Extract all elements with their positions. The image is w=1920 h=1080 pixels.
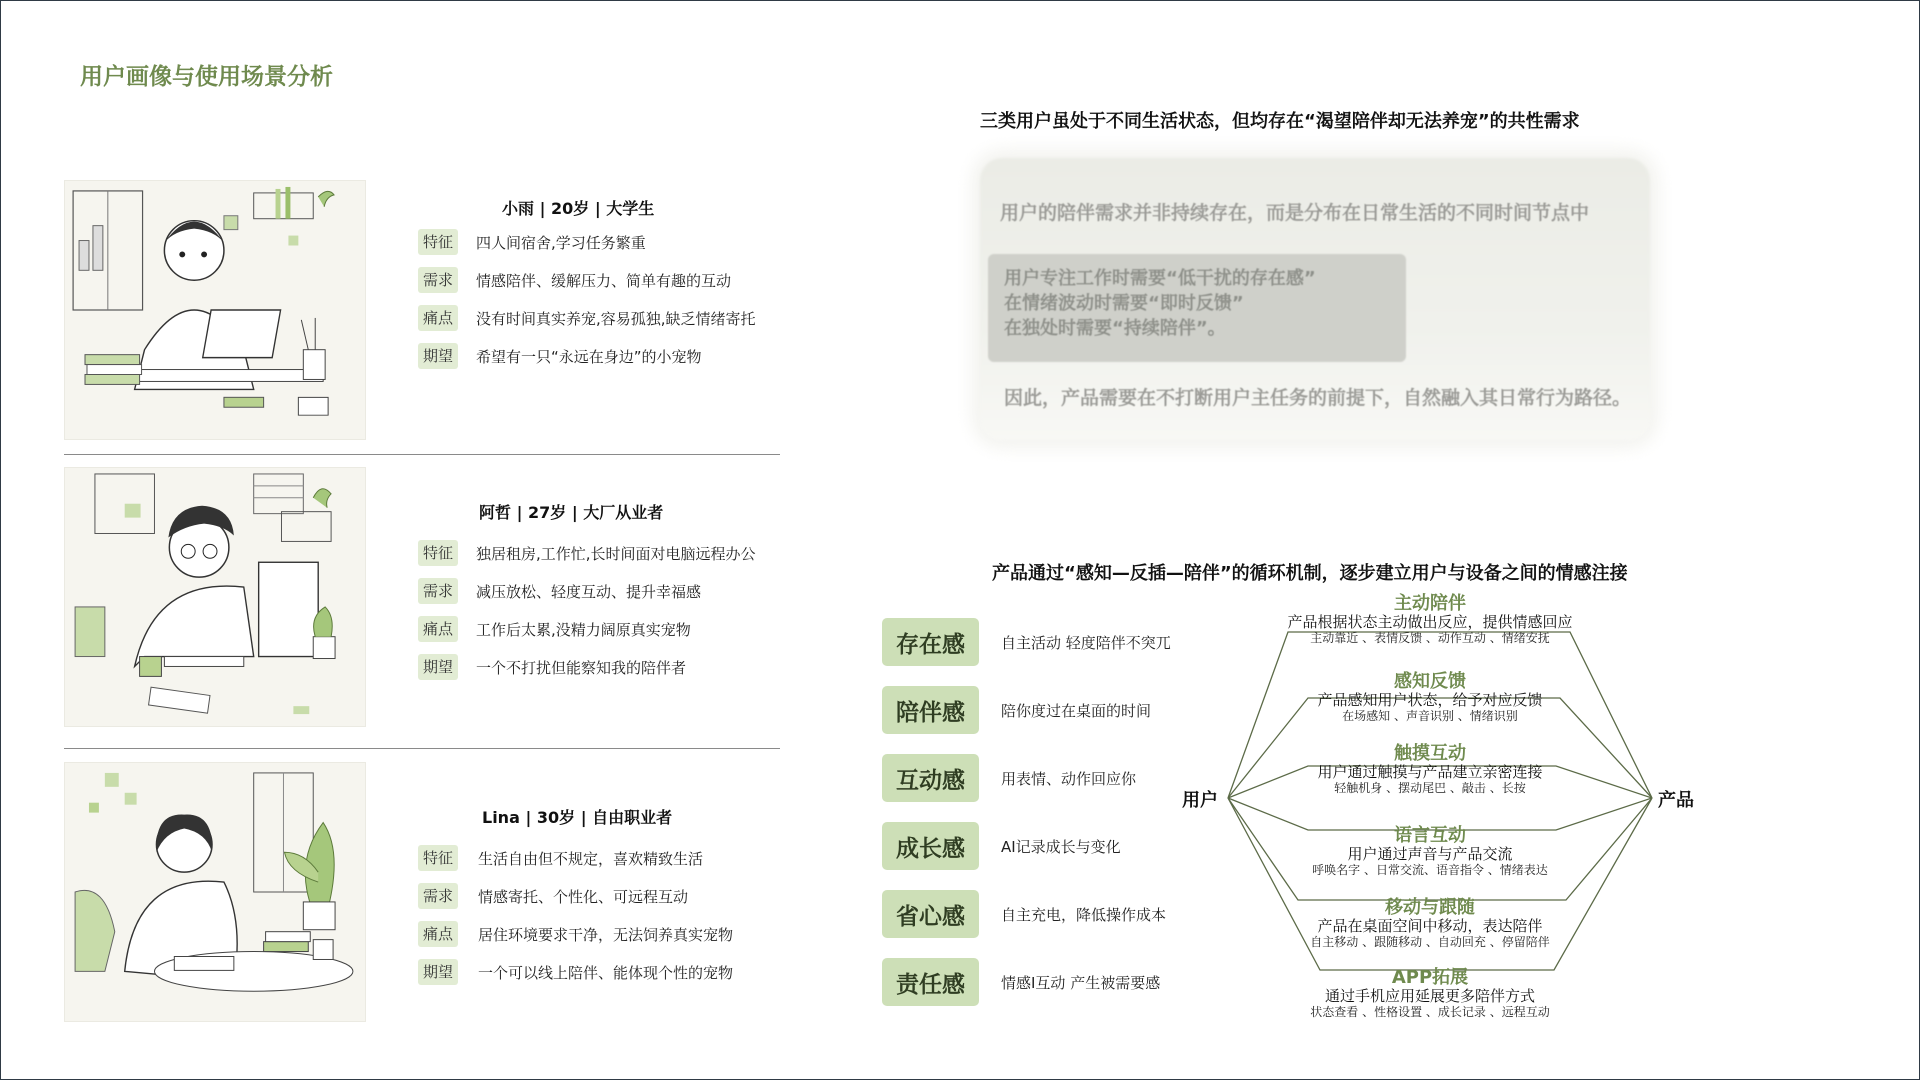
feeling-chip: 成长感 <box>882 822 979 870</box>
persona-row-pain <box>418 921 733 947</box>
tag-feature: 特征 <box>418 540 458 566</box>
persona-card-freelancer <box>64 762 780 1024</box>
persona-row-feature <box>418 229 646 255</box>
node-desc: 用户通过声音与产品交流 <box>1347 845 1513 863</box>
feeling-chip: 存在感 <box>882 618 979 666</box>
row-value: 情感陪伴、缓解压力、简单有趣的互动 <box>476 271 732 290</box>
row-value: 工作后太累,没精力阔原真实宠物 <box>476 620 691 639</box>
row-value: 减压放松、轻度互动、提升幸福感 <box>476 582 702 601</box>
node-sub: 呼唤名字 、日常交流、语音指令 、情绪表达 <box>1312 863 1548 877</box>
persona-row-pain <box>418 616 691 642</box>
loop-node-voice <box>1265 826 1595 878</box>
insight-heading: 三类用户虽处于不同生活状态，但均存在“渴望陪伴却无法养宠”的共性需求 <box>980 111 1580 132</box>
insight-inner-line: 在独处时需要“持续陪伴”。 <box>1004 318 1226 339</box>
insight-line-3: 因此，产品需要在不打断用户主任务的前提下，自然融入其日常行为路径。 <box>1004 387 1632 409</box>
freelancer-drawing <box>65 763 365 1021</box>
node-title: 触摸互动 <box>1394 743 1466 764</box>
persona-row-need <box>418 267 731 293</box>
page-title: 用户画像与使用场景分析 <box>80 64 333 90</box>
tag-pain: 痛点 <box>418 921 458 947</box>
loop-node-touch <box>1265 744 1595 796</box>
tag-need: 需求 <box>418 267 458 293</box>
node-desc: 产品根据状态主动做出反应，提供情感回应 <box>1287 613 1573 631</box>
persona-row-expect <box>418 343 702 369</box>
loop-user-label: 用户 <box>1182 790 1218 811</box>
persona-row-feature <box>418 540 756 566</box>
tag-expect: 期望 <box>418 343 458 369</box>
tag-expect: 期望 <box>418 959 458 985</box>
persona-row-feature <box>418 845 703 871</box>
loop-node-sense-feedback <box>1265 672 1595 724</box>
tag-need: 需求 <box>418 578 458 604</box>
feeling-chip: 省心感 <box>882 890 979 938</box>
tag-need: 需求 <box>418 883 458 909</box>
node-title: 移动与跟随 <box>1385 897 1475 918</box>
feeling-item <box>882 822 1121 870</box>
persona-card-office-worker <box>64 467 780 729</box>
loop-lines <box>1170 590 1710 1030</box>
row-value: 希望有一只“永远在身边”的小宠物 <box>476 347 702 366</box>
node-title: 感知反馈 <box>1394 671 1466 692</box>
insight-inner-line: 用户专注工作时需要“低干扰的存在感” <box>1004 268 1316 289</box>
insight-line-1: 用户的陪伴需求并非持续存在，而是分布在日常生活的不同时间节点中 <box>1000 202 1590 224</box>
row-value: 情感寄托、个性化、可远程互动 <box>478 887 689 906</box>
student-illustration <box>64 180 366 440</box>
persona-row-need <box>418 578 701 604</box>
feeling-desc: 情感I互动 产生被需要感 <box>1001 973 1161 992</box>
node-title: APP拓展 <box>1391 967 1469 988</box>
feeling-item <box>882 686 1151 734</box>
persona-name: 小雨 | 20岁 | 大学生 <box>502 199 655 218</box>
row-value: 居住环境要求干净，无法饲养真实宠物 <box>478 925 734 944</box>
node-sub: 主动靠近 、表情反馈 、动作互动 、情绪安抚 <box>1310 631 1550 645</box>
row-value: 没有时间真实养宠,容易孤独,缺乏情绪寄托 <box>476 309 756 328</box>
insight-inner-line: 在情绪波动时需要“即时反馈” <box>1004 293 1244 314</box>
tag-feature: 特征 <box>418 845 458 871</box>
freelancer-illustration <box>64 762 366 1022</box>
feeling-desc: AI记录成长与变化 <box>1001 837 1121 856</box>
feeling-desc: 用表情、动作回应你 <box>1001 769 1137 788</box>
node-sub: 状态查看 、性格设置 、成长记录 、远程互动 <box>1310 1005 1550 1019</box>
loop-product-label: 产品 <box>1658 790 1694 811</box>
node-sub: 自主移动 、跟随移动 、自动回充 、停留陪伴 <box>1310 935 1550 949</box>
mechanism-heading: 产品通过“感知—反插—陪伴”的循环机制，逐步建立用户与设备之间的情感注接 <box>992 563 1628 584</box>
row-value: 独居租房,工作忙,长时间面对电脑远程办公 <box>476 544 756 563</box>
divider-line <box>64 748 780 749</box>
persona-row-need <box>418 883 688 909</box>
tag-expect: 期望 <box>418 654 458 680</box>
loop-diagram <box>1170 590 1710 1030</box>
divider-line <box>64 454 780 455</box>
persona-row-pain <box>418 305 756 331</box>
office-worker-drawing <box>65 468 365 726</box>
loop-node-active-companion <box>1265 594 1595 646</box>
row-value: 一个不打扰但能察知我的陪伴者 <box>476 658 687 677</box>
feeling-item <box>882 754 1136 802</box>
node-desc: 产品在桌面空间中移动，表达陪伴 <box>1317 917 1543 935</box>
feeling-chip: 责任感 <box>882 958 979 1006</box>
row-value: 四人间宿舍,学习任务繁重 <box>476 233 646 252</box>
loop-node-app <box>1265 968 1595 1020</box>
node-sub: 轻触机身 、摆动尾巴 、敲击 、长按 <box>1334 781 1526 795</box>
persona-name: 阿哲 | 27岁 | 大厂从业者 <box>479 503 664 522</box>
node-desc: 产品感知用户状态，给予对应反馈 <box>1317 691 1543 709</box>
tag-pain: 痛点 <box>418 616 458 642</box>
feeling-chip: 陪伴感 <box>882 686 979 734</box>
feeling-desc: 自主活动 轻度陪伴不突兀 <box>1001 633 1171 652</box>
office-worker-illustration <box>64 467 366 727</box>
student-drawing <box>65 181 365 439</box>
insight-inner-text <box>1004 266 1316 341</box>
feeling-item <box>882 618 1171 666</box>
row-value: 生活自由但不规定，喜欢精致生活 <box>478 849 704 868</box>
tag-pain: 痛点 <box>418 305 458 331</box>
feeling-desc: 自主充电，降低操作成本 <box>1001 905 1167 924</box>
persona-row-expect <box>418 654 686 680</box>
feeling-desc: 陪你度过在桌面的时间 <box>1001 701 1152 720</box>
row-value: 一个可以线上陪伴、能体现个性的宠物 <box>478 963 734 982</box>
node-desc: 用户通过触摸与产品建立亲密连接 <box>1317 763 1543 781</box>
feeling-item <box>882 958 1160 1006</box>
feeling-chip: 互动感 <box>882 754 979 802</box>
feeling-item <box>882 890 1166 938</box>
node-desc: 通过手机应用延展更多陪伴方式 <box>1324 987 1535 1005</box>
node-sub: 在场感知 、声音识别 、情绪识别 <box>1342 709 1518 723</box>
tag-feature: 特征 <box>418 229 458 255</box>
persona-card-student <box>64 180 780 442</box>
persona-name: Lina | 30岁 | 自由职业者 <box>482 808 673 827</box>
persona-row-expect <box>418 959 733 985</box>
loop-node-movement <box>1265 898 1595 950</box>
node-title: 主动陪伴 <box>1394 593 1466 614</box>
node-title: 语言互动 <box>1394 825 1466 846</box>
